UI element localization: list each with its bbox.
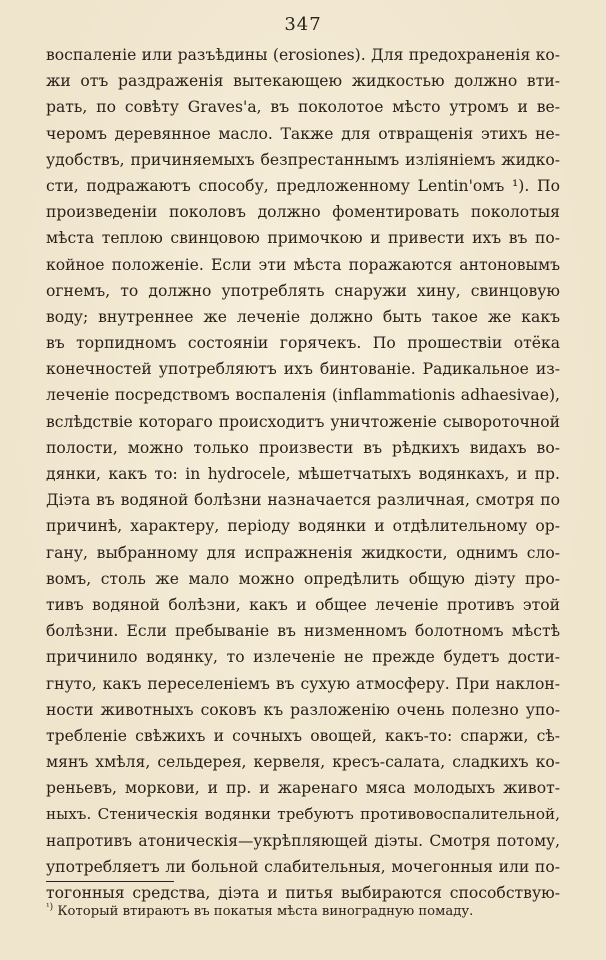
text-line: ныхъ. Стеническія водянки требуютъ противовоспалительной, [46,805,560,824]
text-line: ности животныхъ соковъ къ разложенію очень полезно упо- [46,700,560,719]
text-line: койное положеніе. Если эти мѣста поражаются антоновымъ [46,255,560,274]
text-line: въ торпидномъ состояніи горячекъ. По прошествіи отёка [46,334,560,353]
text-line: тогонныя средства, діэта и питья выбираются способствую- [46,884,560,902]
text-line: гану, выбранному для испражненія жидкости, однимъ сло- [46,543,560,562]
text-line: тивъ водяной болѣзни, какъ и общее леченіе противъ этой [46,595,560,614]
text-line: употребляетъ ли больной слабительныя, мочегонныя или по- [46,857,560,876]
text-line: дянки, какъ то: in hydrocele, мѣшетчатыхъ водянкахъ, и пр. [46,465,560,483]
text-line: Діэта въ водяной болѣзни назначается различная, смотря по [46,491,560,510]
text-line: гнуто, какъ переселеніемъ въ сухую атмосферу. При наклон- [46,674,560,693]
text-line: полости, можно только произвести въ рѣдкихъ видахъ во- [46,438,560,457]
body-text [46,42,560,906]
text-line: рать, по совѣту Graves'а, въ поколотое мѣсто утромъ и ве- [46,98,560,117]
text-line: воду; внутреннее же леченіе должно быть такое же какъ [46,307,560,326]
text-line: сти, подражаютъ способу, предложенному Lentin'омъ ¹). По [46,176,560,195]
footnote [46,903,560,921]
text-line: леченіе посредствомъ воспаленія (inflammationis adhaesivae), [46,386,560,405]
text-line: огнемъ, то должно употреблять снаружи хину, свинцовую [46,281,560,300]
text-line: причинѣ, характеру, періоду водянки и отдѣлительному ор- [46,517,560,536]
text-line: вслѣдствіе котораго происходитъ уничтоженіе сывороточной [46,412,560,431]
text-line: требленіе свѣжихъ и сочныхъ овощей, какъ-то: спаржи, сѣ- [46,726,560,745]
text-line: болѣзни. Если пребываніе въ низменномъ болотномъ мѣстѣ [46,622,560,641]
text-line: удобствъ, причиняемыхъ безпрестаннымъ изліяніемъ жидко- [46,150,560,169]
footnote-marker: ¹) [46,902,54,913]
page-number: 347 [284,14,322,35]
text-line: конечностей употребляютъ ихъ бинтованіе. Радикальное из- [46,360,560,379]
text-line: произведеніи поколовъ должно фоментировать поколотыя [46,203,560,222]
text-line: мянъ хмѣля, сельдерея, кервеля, кресъ-салата, сладкихъ ко- [46,753,560,772]
text-line: воспаленіе или разъѣдины (erosiones). Для предохраненія ко- [46,46,560,64]
footnote-divider [46,881,174,882]
footnote-text: Который втираютъ въ покатыя мѣста виноградную помаду. [57,904,474,919]
text-line: напротивъ атоническія—укрѣпляющей діэты. Смотря потому, [46,831,560,850]
text-line: жи отъ раздраженія вытекающею жидкостью должно вти- [46,72,560,91]
text-line: реньевъ, моркови, и пр. и жаренаго мяса молодыхъ живот- [46,779,560,798]
text-line: вомъ, столь же мало можно опредѣлить общую діэту про- [46,569,560,588]
text-line: причинило водянку, то излеченіе не прежде будетъ дости- [46,648,560,667]
text-line: мѣста теплою свинцовою примочкою и привести ихъ въ по- [46,229,560,248]
text-line: черомъ деревянное масло. Также для отвращенія этихъ не- [46,124,560,143]
